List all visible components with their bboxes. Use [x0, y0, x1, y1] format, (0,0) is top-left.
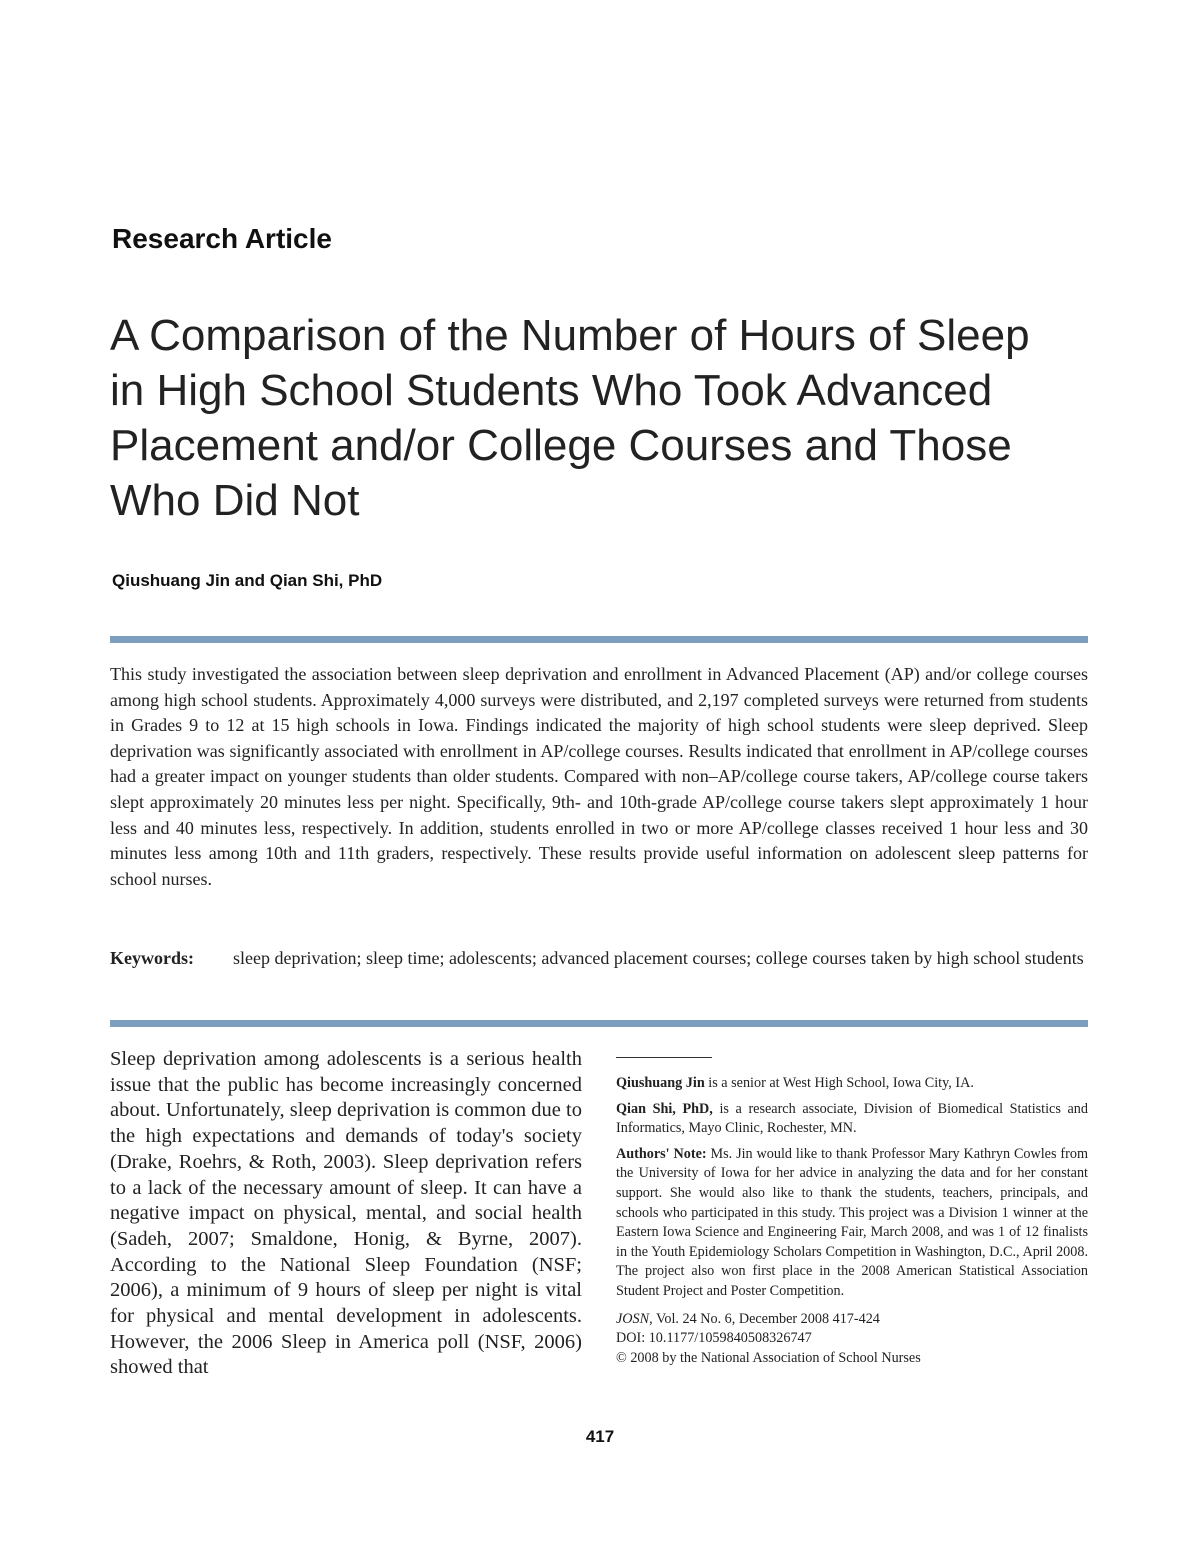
title-line: in High School Students Who Took Advanced: [110, 366, 993, 415]
author-byline: Qiushuang Jin and Qian Shi, PhD: [112, 571, 383, 590]
footnote-author1-text: is a senior at West High School, Iowa City, IA.: [704, 1075, 974, 1091]
page-number: 417: [585, 1427, 615, 1446]
journal-name: JOSN: [616, 1310, 650, 1327]
abstract-bottom-rule: [110, 1020, 1088, 1027]
title-line: A Comparison of the Number of Hours of Sleep: [110, 311, 1030, 360]
keywords: [110, 946, 1088, 972]
footnote-rule: [616, 1057, 712, 1058]
keywords-label: Keywords:: [110, 948, 194, 968]
title-line: Placement and/or College Courses and Those: [110, 421, 1012, 470]
body-text: Sleep deprivation among adolescents is a serious health issue that the public has become increasingly concerned about. Unfortunately, sleep deprivation is common due to the high expectations and demands of today's society (Drake, Roehrs, & Roth, 2003). Sleep deprivation refers to a lack of the necessary amount of sleep. It can have a negative impact on physical, mental, and social health (Sadeh, 2007; Smaldone, Honig, & Byrne, 2007). According to the National Sleep Foundation (NSF; 2006), a minimum of 9 hours of sleep per night is vital for physical and mental development in adolescents. However, the 2006 Sleep in America poll (NSF, 2006) showed that: [110, 1048, 582, 1379]
footnote-author1: [616, 1074, 1088, 1094]
footnotes: [616, 1074, 1088, 1368]
authors-note-label: Authors' Note:: [616, 1145, 707, 1162]
article-title: [110, 308, 1100, 528]
abstract-top-rule: [110, 636, 1088, 643]
copyright: © 2008 by the National Association of School Nurses: [616, 1349, 921, 1366]
abstract: This study investigated the association between sleep deprivation and enrollment in Advanced Placement (AP) and/or college courses among high school students. Approximately 4,000 surveys were distributed, and 2,197 completed surveys were returned from students in Grades 9 to 12 at 15 high schools in Iowa. Findings indicated the majority of high school students were sleep deprived. Sleep deprivation was significantly associated with enrollment in AP/college courses. Results indicated that enrollment in AP/college courses had a greater impact on younger students than older students. Compared with non–AP/college course takers, AP/college course takers slept approximately 20 minutes less per night. Specifically, 9th- and 10th-grade AP/college course takers slept approximately 1 hour less and 40 minutes less, respectively. In addition, students enrolled in two or more AP/college classes received 1 hour less and 30 minutes less among 10th and 11th graders, respectively. These results provide useful information on adolescent sleep patterns for school nurses.: [110, 664, 1088, 889]
footnote-author1-name: Qiushuang Jin: [616, 1075, 705, 1091]
footnote-author2: [616, 1100, 1088, 1139]
footnote-authors-note: [616, 1145, 1088, 1302]
section-label: Research Article: [112, 223, 332, 254]
journal-citation: [616, 1310, 1088, 1330]
title-line: Who Did Not: [110, 476, 360, 525]
doi: DOI: 10.1177/1059840508326747: [616, 1330, 812, 1347]
footnote-author2-name: Qian Shi, PhD,: [616, 1100, 713, 1117]
authors-note-text: Ms. Jin would like to thank Professor Mary Kathryn Cowles from the University of Iowa for her advice in analyzing the data and for her constant support. She would also like to thank the students, teachers, principals, and schools who participated in this study. This project was a Division 1 winner at the Eastern Iowa Science and Engineering Fair, March 2008, and was 1 of 12 finalists in the Youth Epidemiology Scholars Competition in Washington, D.C., April 2008. The project also won first place in the 2008 American Statistical Association Student Project and Poster Competition.: [616, 1145, 1088, 1299]
journal-details: , Vol. 24 No. 6, December 2008 417-424: [649, 1310, 880, 1327]
citation-block: [616, 1310, 1088, 1369]
keywords-text: sleep deprivation; sleep time; adolescents; advanced placement courses; college courses taken by high school students: [233, 948, 1084, 968]
footnote-author2-text: is a research associate, Division of Biomedical Statistics and Informatics, Mayo Clinic, Rochester, MN.: [616, 1100, 1088, 1137]
